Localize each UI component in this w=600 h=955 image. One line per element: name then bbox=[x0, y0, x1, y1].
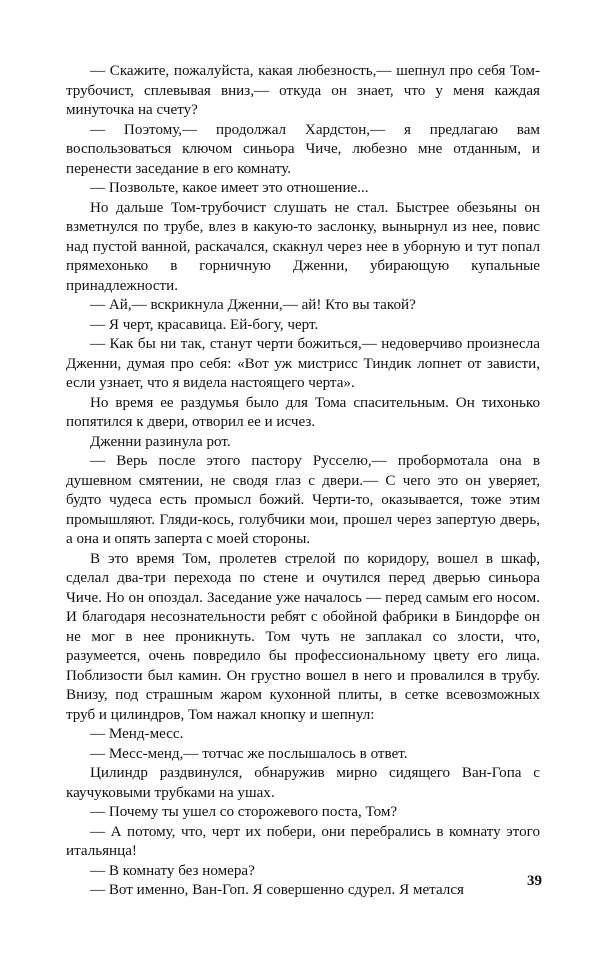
paragraph: — Как бы ни так, станут черти божиться,— недоверчиво произнесла Дженни, думая про себя: «Вот уж мистрисс Тиндик лопнет от зависти, если узнает, что я видела настоящего черта». bbox=[66, 336, 540, 391]
paragraph: — Я черт, красавица. Ей-богу, черт. bbox=[90, 316, 319, 333]
paragraph: — Ай,— вскрикнула Дженни,— ай! Кто вы такой? bbox=[90, 297, 416, 313]
paragraph: — Позвольте, какое имеет это отношение... bbox=[90, 180, 369, 196]
paragraph: — Вот именно, Ван-Гоп. Я совершенно сдурел. Я метался bbox=[90, 882, 464, 898]
paragraph: — А потому, что, черт их побери, они перебрались в комнату этого итальянца! bbox=[66, 823, 540, 859]
paragraph: — В комнату без номера? bbox=[90, 862, 255, 879]
paragraph: Но время ее раздумья было для Тома спасительным. Он тихонько попятился к двери, отворил ее и исчез. bbox=[66, 394, 540, 430]
paragraph: — Месс-менд,— тотчас же послышалось в ответ. bbox=[90, 745, 408, 762]
paragraph: — Верь после этого пастору Русселю,— пробормотала она в душевном смятении, не сводя глаз с двери.— С чего это он уверяет, будто чудеса есть промысл божий. Черти-то, оказывается, тоже этим промышляют. Гляди-кось, голубчики мои, прошел через запертую дверь, а она и опять заперта с моей стороны. bbox=[66, 453, 540, 547]
page-number: 39 bbox=[527, 873, 542, 889]
paragraph: Цилиндр раздвинулся, обнаружив мирно сидящего Ван-Гопа с каучуковыми трубками на ушах. bbox=[66, 765, 540, 801]
paragraph: Дженни разинула рот. bbox=[90, 433, 231, 450]
paragraph: — Менд-месс. bbox=[90, 726, 184, 742]
paragraph: Но дальше Том-трубочист слушать не стал. Быстрее обезьяны он взметнулся по трубе, влез в какую-то заслонку, вынырнул из нее, повис над пустой ванной, раскачался, скакнул через нее в уборную и тут попал прямехонько в горничную Дженни, убирающую купальные принадлежности. bbox=[66, 199, 540, 294]
paragraph: — Почему ты ушел со сторожевого поста, Том? bbox=[90, 804, 398, 820]
paragraph: В это время Том, пролетев стрелой по коридору, вошел в шкаф, сделал два-три перехода по стене и очутился перед дверью синьора Чиче. Но он опоздал. Заседание уже началось — перед самым его носом. И благодаря несознательности ребят с обойной фабрики в Биндорфе он не мог в нее проникнуть. Том чуть не заплакал со злости, что, разумеется, очень повредило бы профессиональному цвету его лица. Поблизости был камин. Он грустно вошел в него и провалился в трубу. Внизу, под страшным жаром кухонной плиты, в сетке всевозможных труб и цилиндров, Том нажал кнопку и шепнул: bbox=[66, 550, 540, 723]
body-text bbox=[66, 62, 540, 901]
paragraph: — Поэтому,— продолжал Хардстон,— я предлагаю вам воспользоваться ключом синьора Чиче, любезно мне отданным, и перенести заседание в его комнату. bbox=[66, 121, 540, 177]
paragraph: — Скажите, пожалуйста, какая любезность,— шепнул про себя Том-трубочист, сплевывая вниз,— откуда он знает, что у меня каждая минуточка на счету? bbox=[66, 63, 540, 118]
